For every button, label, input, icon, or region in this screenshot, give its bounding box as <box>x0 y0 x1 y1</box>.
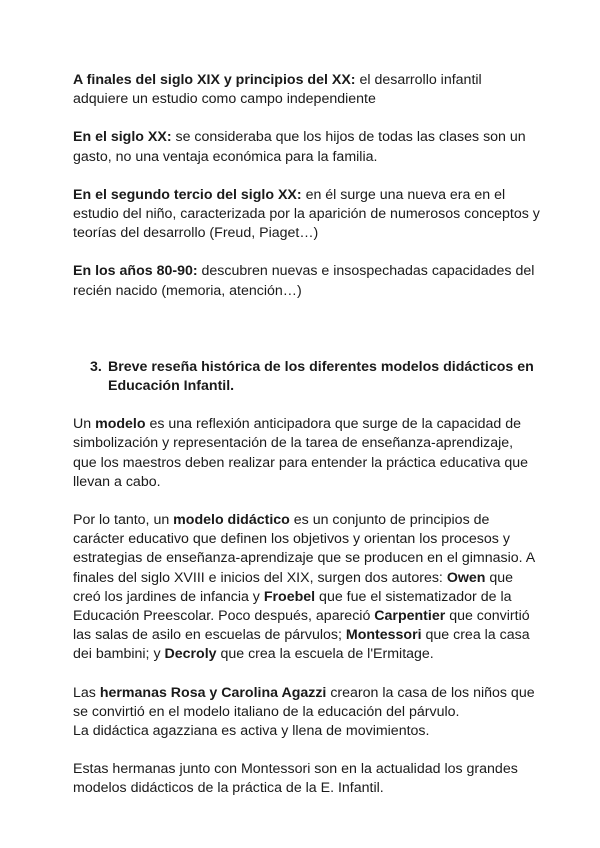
bold-term: modelo <box>95 416 146 433</box>
text-run: Estas hermanas junto con Montessori son en la actualidad los grandes modelos didácticos de la práctica de la E. Infantil. <box>73 761 518 797</box>
timeline-text: el desarrollo infantil adquiere un estudio como campo independiente <box>73 72 482 108</box>
text-run: es una reflexión anticipadora que surge de la capacidad de simbolización y representación de la tarea de enseñanza-aprendizaje, que los maestros deben realizar para entender la práctica educativa que llevan a cabo. <box>73 416 529 490</box>
text-run: Un <box>73 416 96 433</box>
text-run: que convirtió las salas de asilo en escuelas de párvulos; <box>73 608 530 644</box>
timeline-text: se consideraba que los hijos de todas las clases son un gasto, no una ventaja económica para la familia. <box>73 129 526 165</box>
section-title: Breve reseña histórica de los diferentes modelos didácticos en Educación Infantil. <box>108 358 534 395</box>
timeline-item <box>73 186 540 244</box>
text-run: que crea la casa dei bambini; y <box>73 627 530 663</box>
bold-term: Owen <box>446 569 486 586</box>
bold-term: hermanas Rosa y Carolina Agazzi <box>99 684 327 701</box>
text-run: crearon la casa de los niños que se convirtió en el modelo italiano de la educación del párvulo. <box>73 684 535 720</box>
timeline-label: En los años 80-90: <box>73 263 198 280</box>
bold-term: modelo didáctico <box>173 512 290 529</box>
section-heading <box>73 358 540 396</box>
section-number: 3. <box>90 358 102 375</box>
paragraph-modelo-didactico <box>73 511 540 665</box>
timeline-item <box>73 128 540 166</box>
text-run: que fue el sistematizador de la Educación Preescolar. Poco después, apareció <box>73 588 512 625</box>
timeline-label: En el segundo tercio del siglo XX: <box>73 186 302 203</box>
bold-term: Froebel <box>263 588 316 605</box>
text-run: es un conjunto de principios de carácter educativo que definen los objetivos y orientan los procesos y estrategias de enseñanza-aprendizaje que se producen en el gimnasio. A finales del siglo XVIII e inicios del XIX, surgen dos autores: <box>73 512 535 586</box>
timeline-item <box>73 71 540 109</box>
bold-term: Montessori <box>345 627 422 644</box>
text-run: La didáctica agazziana es activa y llena de movimientos. <box>73 723 430 740</box>
timeline-item <box>73 262 540 300</box>
timeline-label: A finales del siglo XIX y principios del XX: <box>73 72 356 88</box>
bold-term: Carpentier <box>374 608 446 625</box>
timeline-text: descubren nuevas e insospechadas capacidades del recién nacido (memoria, atención…) <box>73 263 535 299</box>
paragraph-modelo <box>73 415 540 492</box>
text-run: Las <box>73 684 100 701</box>
timeline-label: En el siglo XX: <box>73 129 172 146</box>
paragraph-agazzi <box>73 684 540 742</box>
text-run: que creó los jardines de infancia y <box>73 569 514 605</box>
bold-term: Decroly <box>164 646 217 663</box>
paragraph-montessori <box>73 760 540 798</box>
timeline-text: en él surge una nueva era en el estudio del niño, caracterizada por la aparición de numerosos conceptos y teorías del desarrollo (Freud, Piaget…) <box>73 186 540 242</box>
text-run: que crea la escuela de l'Ermitage. <box>216 646 434 663</box>
text-run: Por lo tanto, un <box>73 512 174 529</box>
